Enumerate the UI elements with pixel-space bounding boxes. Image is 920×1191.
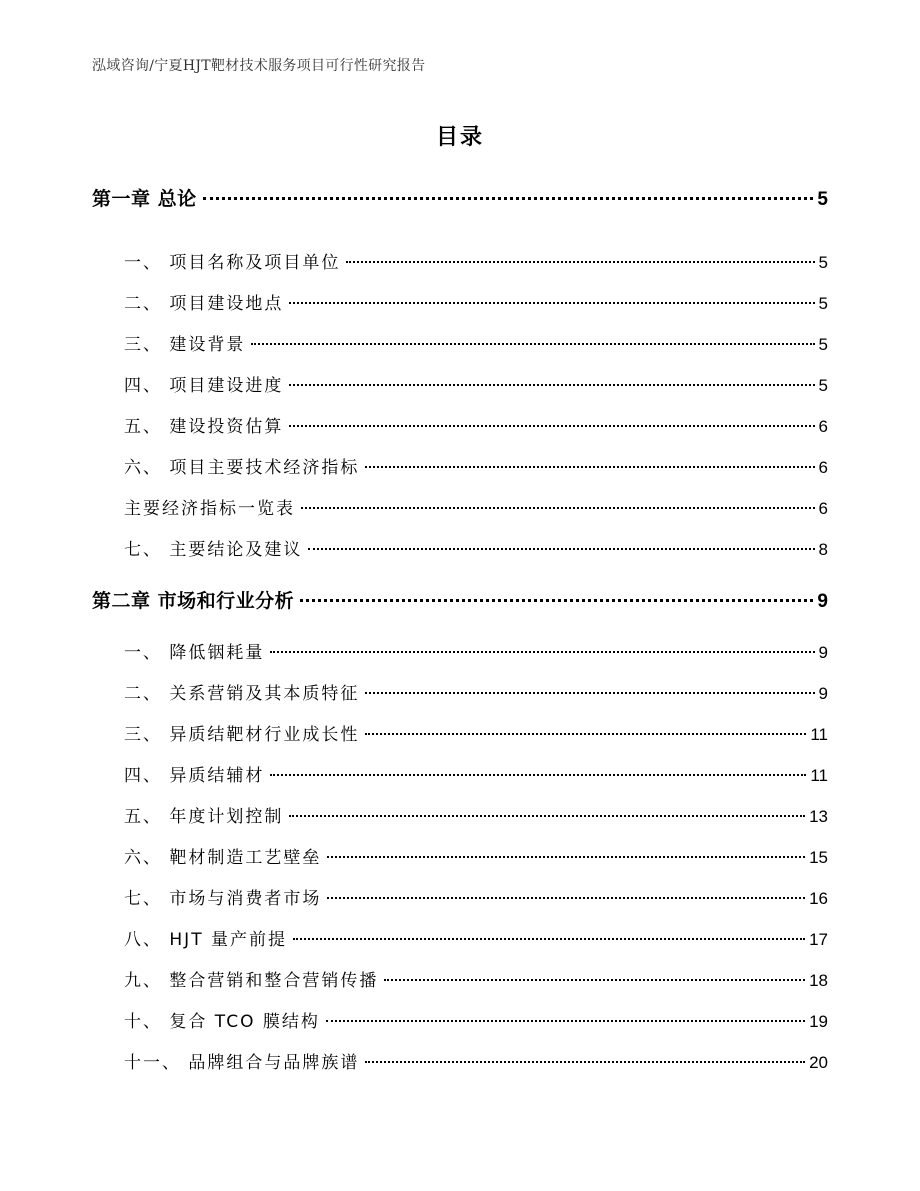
toc-dot-leader (203, 197, 814, 200)
toc-dot-leader (270, 651, 814, 653)
toc-page-number: 6 (818, 499, 828, 518)
toc-section-entry[interactable] (92, 720, 828, 745)
toc-entry-label: 三、 建设背景 (124, 335, 246, 355)
toc-entry-label: 五、 建设投资估算 (124, 417, 284, 437)
toc-entry-label: 十、 复合 TCO 膜结构 (124, 1012, 320, 1032)
toc-section-entry[interactable] (92, 412, 828, 437)
toc-dot-leader (270, 774, 806, 776)
toc-entry-label: 六、 项目主要技术经济指标 (124, 458, 360, 478)
toc-section-entry[interactable] (92, 761, 828, 786)
toc-entry-label: 六、 靶材制造工艺壁垒 (124, 848, 322, 868)
toc-page-number: 17 (809, 930, 828, 949)
toc-section-entry[interactable] (92, 330, 828, 355)
toc-dot-leader (289, 425, 814, 427)
toc-entry-label: 四、 项目建设进度 (124, 376, 284, 396)
toc-chapter-entry[interactable] (92, 184, 828, 211)
toc-page-number: 9 (818, 684, 828, 703)
running-header: 泓域咨询/宁夏HJT靶材技术服务项目可行性研究报告 (92, 58, 426, 74)
toc-entry-label: 八、 HJT 量产前提 (124, 930, 287, 950)
toc-dot-leader (326, 1020, 805, 1022)
toc-dot-leader (365, 1061, 805, 1063)
toc-entry-label: 七、 市场与消费者市场 (124, 889, 322, 909)
toc-dot-leader (289, 384, 814, 386)
toc-dot-leader (365, 692, 814, 694)
toc-section-entry[interactable] (92, 453, 828, 478)
toc-page-number: 6 (818, 458, 828, 477)
toc-entry-label: 二、 关系营销及其本质特征 (124, 684, 360, 704)
toc-section-entry[interactable] (92, 966, 828, 991)
toc-page-number: 5 (818, 335, 828, 354)
toc-section-entry[interactable] (92, 925, 828, 950)
toc-chapter-entry[interactable] (92, 586, 828, 613)
toc-dot-leader (251, 343, 814, 345)
toc-dot-leader (327, 856, 805, 858)
toc-section-entry[interactable] (92, 843, 828, 868)
toc-section-entry[interactable] (92, 638, 828, 663)
toc-page-number: 9 (817, 591, 828, 612)
toc-entry-label: 五、 年度计划控制 (124, 807, 284, 827)
toc-page-number: 11 (810, 725, 828, 744)
toc-page-number: 20 (809, 1053, 828, 1072)
toc-dot-leader (308, 548, 814, 550)
toc-section-entry[interactable] (92, 289, 828, 314)
toc-section-entry[interactable] (92, 248, 828, 273)
toc-entry-label: 三、 异质结靶材行业成长性 (124, 725, 360, 745)
toc-entry-label: 二、 项目建设地点 (124, 294, 284, 314)
toc-section-entry[interactable] (92, 371, 828, 396)
toc-page-number: 6 (818, 417, 828, 436)
toc-page-number: 19 (809, 1012, 828, 1031)
toc-page-number: 5 (818, 294, 828, 313)
toc-dot-leader (327, 897, 805, 899)
toc-dot-leader (289, 302, 814, 304)
toc-page-number: 16 (809, 889, 828, 908)
toc-entry-label: 十一、 品牌组合与品牌族谱 (124, 1053, 360, 1073)
toc-page-number: 5 (817, 189, 828, 210)
toc-section-entry[interactable] (92, 494, 828, 519)
toc-dot-leader (293, 938, 805, 940)
toc-entry-label: 一、 项目名称及项目单位 (124, 253, 341, 273)
toc-page-number: 5 (818, 376, 828, 395)
toc-entry-label: 七、 主要结论及建议 (124, 540, 303, 560)
page-title: 目录 (435, 125, 484, 150)
toc-entry-label: 主要经济指标一览表 (124, 499, 295, 519)
toc-dot-leader (365, 466, 814, 468)
toc-entry-label: 第二章 市场和行业分析 (92, 590, 295, 612)
toc-entry-label: 四、 异质结辅材 (124, 766, 265, 786)
toc-entry-label: 九、 整合营销和整合营销传播 (124, 971, 379, 991)
toc-dot-leader (346, 261, 814, 263)
toc-dot-leader (300, 599, 813, 602)
toc-page-number: 9 (818, 643, 828, 662)
toc-section-entry[interactable] (92, 1048, 828, 1073)
toc-page-number: 15 (809, 848, 828, 867)
toc-entry-label: 一、 降低铟耗量 (124, 643, 265, 663)
toc-page-number: 8 (818, 540, 828, 559)
toc-entry-label: 第一章 总论 (92, 188, 197, 210)
toc-page-number: 11 (810, 766, 828, 785)
toc-section-entry[interactable] (92, 884, 828, 909)
toc-page-number: 13 (809, 807, 828, 826)
toc-dot-leader (301, 507, 815, 509)
toc-section-entry[interactable] (92, 1007, 828, 1032)
toc-section-entry[interactable] (92, 679, 828, 704)
toc-page-number: 5 (818, 253, 828, 272)
toc-section-entry[interactable] (92, 802, 828, 827)
toc-page-number: 18 (809, 971, 828, 990)
toc-dot-leader (365, 733, 806, 735)
toc-section-entry[interactable] (92, 535, 828, 560)
toc-dot-leader (289, 815, 805, 817)
toc-dot-leader (384, 979, 805, 981)
